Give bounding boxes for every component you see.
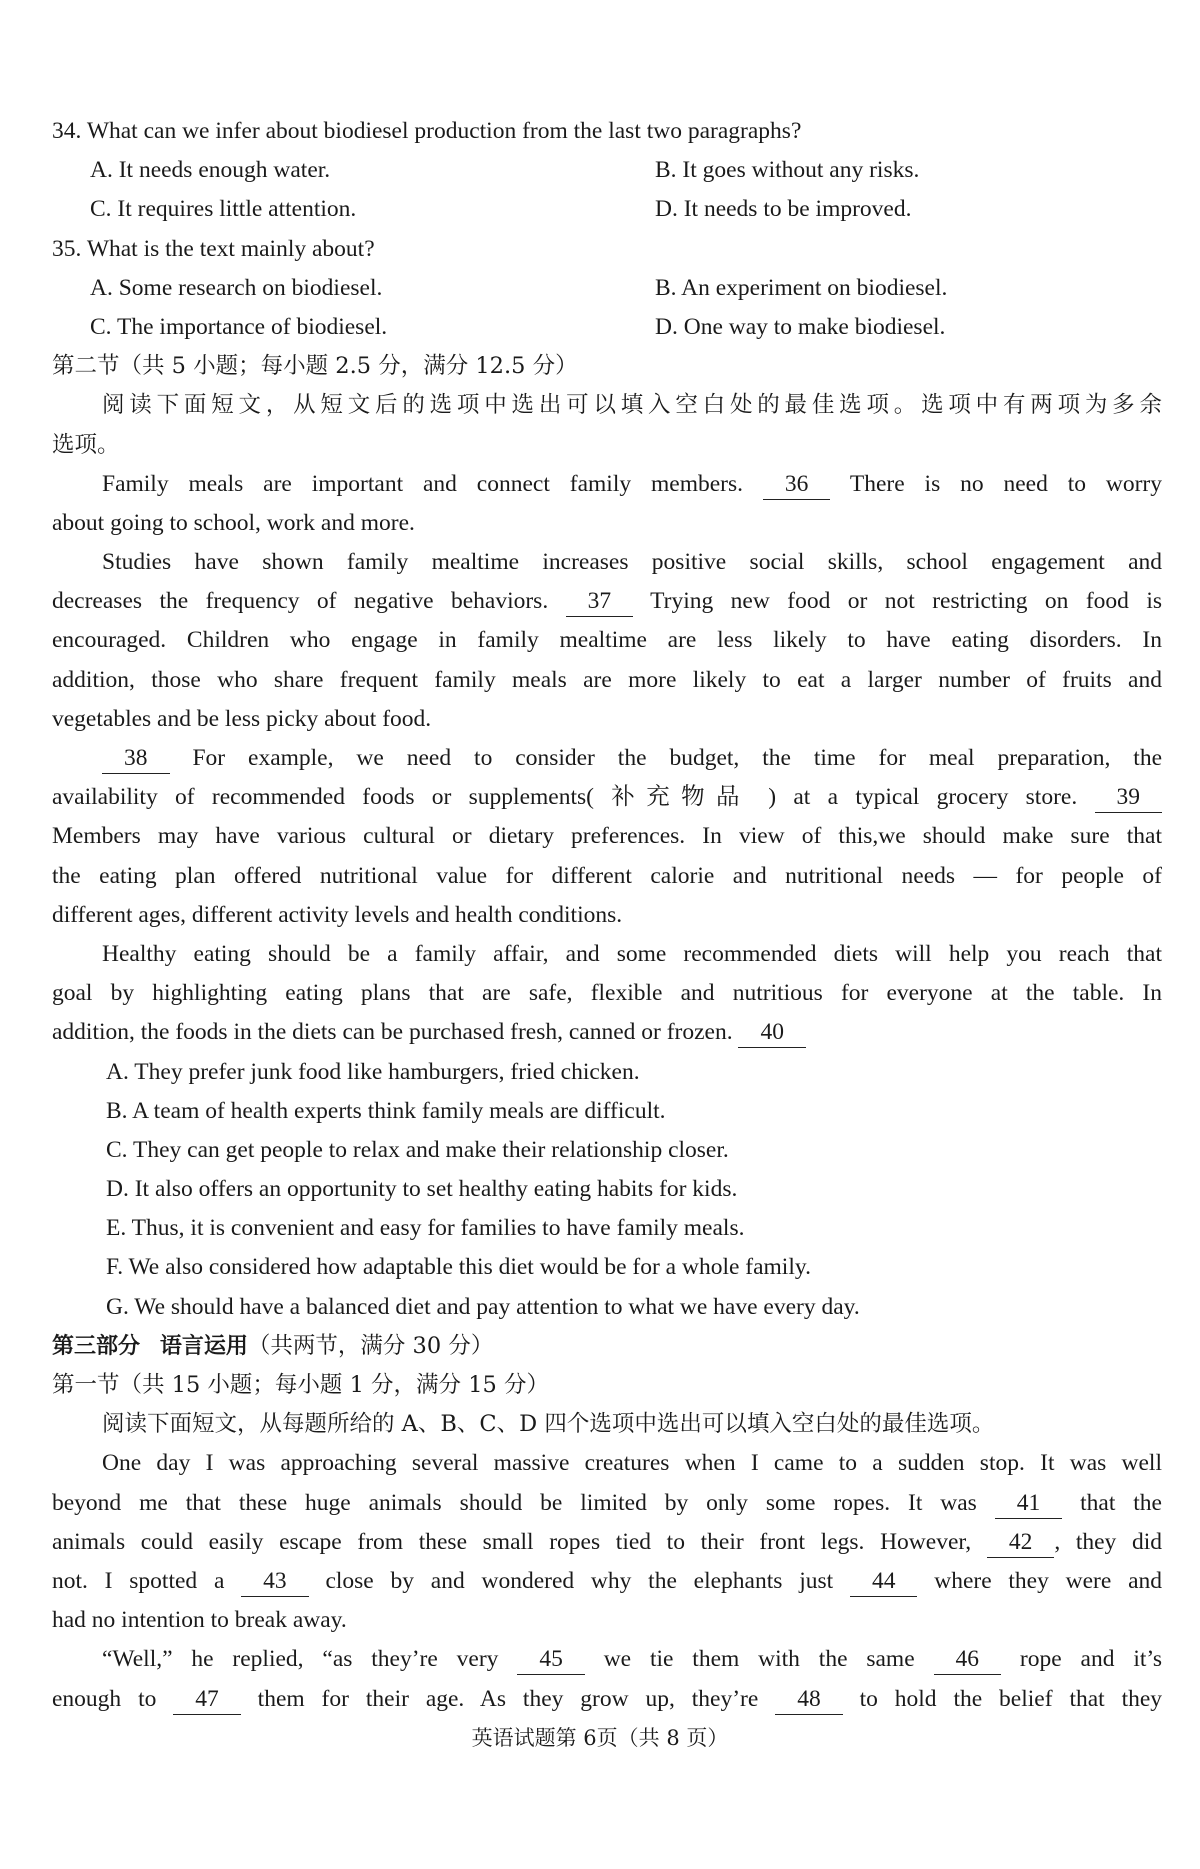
cloze-text: to hold the belief that they (859, 1685, 1163, 1712)
question-34-option-b: B. It goes without any risks. (655, 157, 920, 184)
part-3-section-1-heading: 第一节（共 15 小题；每小题 1 分，满分 15 分） (52, 1372, 549, 1398)
passage-p1-line-2: about going to school, work and more. (52, 509, 415, 536)
page-footer: 英语试题第 6页（共 8 页） (471, 1726, 729, 1750)
blank-41: 41 (995, 1488, 1063, 1519)
passage-p2-line-2 (52, 582, 1162, 621)
choice-d: D. It also offers an opportunity to set healthy eating habits for kids. (106, 1176, 738, 1203)
part-3-heading (52, 1327, 1162, 1366)
passage-p2-line-3: encouraged. Children who engage in family mealtime are less likely to have eating disorders. In (52, 627, 1162, 654)
blank-44: 44 (850, 1566, 918, 1597)
passage-text: Family meals are important and connect family members. (102, 470, 743, 497)
exam-page (52, 112, 1162, 1719)
blank-48: 48 (775, 1684, 843, 1715)
part-3-score-note: （共两节，满分 30 分） (247, 1332, 494, 1359)
cloze-text: animals could easily escape from these small ropes tied to their front legs. However, (52, 1528, 972, 1555)
part-3-title: 第三部分 (52, 1333, 141, 1359)
blank-45: 45 (517, 1644, 585, 1675)
passage-text: addition, the foods in the diets can be purchased fresh, canned or frozen. (52, 1019, 733, 1046)
cloze-text: beyond me that these huge animals should be limited by only some ropes. It was (52, 1489, 977, 1516)
cloze-text: that the (1080, 1489, 1162, 1516)
section-2-instruction-line-2: 选项。 (52, 431, 120, 458)
passage-text: For example, we need to consider the budget, the time for meal preparation, the (192, 745, 1163, 771)
cloze-line-1: One day I was approaching several massive creatures when I came to a sudden stop. It was well (102, 1450, 1162, 1477)
cloze-text: close by and wondered why the elephants just (325, 1567, 834, 1594)
passage-p2-line-4: addition, those who share frequent family meals are more likely to eat a larger number of fruits and (52, 666, 1162, 693)
choice-a: A. They prefer junk food like hamburgers, fried chicken. (106, 1058, 640, 1085)
blank-39: 39 (1095, 782, 1163, 813)
question-35-option-c: C. The importance of biodiesel. (90, 313, 388, 340)
passage-p4-line-3 (52, 1013, 1162, 1052)
passage-text: There is no need to worry (849, 470, 1163, 497)
question-34-options-row-2 (52, 190, 1162, 229)
blank-38: 38 (102, 743, 170, 774)
question-34-option-a: A. It needs enough water. (90, 157, 331, 184)
cloze-line-4 (52, 1562, 1162, 1601)
blank-47: 47 (173, 1684, 241, 1715)
question-34-option-c: C. It requires little attention. (90, 196, 357, 223)
choice-c: C. They can get people to relax and make their relationship closer. (106, 1136, 729, 1163)
cloze-text: where they were and (934, 1567, 1163, 1594)
question-35-option-b: B. An experiment on biodiesel. (655, 274, 948, 301)
question-35-option-a: A. Some research on biodiesel. (90, 274, 383, 301)
blank-46: 46 (934, 1644, 1002, 1675)
cloze-line-3 (52, 1523, 1162, 1562)
cloze-text: , they did (1054, 1528, 1162, 1555)
blank-36: 36 (763, 469, 831, 500)
question-35-stem: 35. What is the text mainly about? (52, 235, 375, 262)
question-34-option-d: D. It needs to be improved. (655, 196, 912, 223)
cloze-line-5: had no intention to break away. (52, 1607, 347, 1634)
passage-p1-line-1 (52, 465, 1162, 504)
question-34-stem: 34. What can we infer about biodiesel production from the last two paragraphs? (52, 118, 802, 144)
question-35-options-row-2 (52, 308, 1162, 347)
blank-43: 43 (241, 1566, 309, 1597)
cloze-text: we tie them with the same (603, 1646, 915, 1673)
passage-text: Trying new food or not restricting on food is (650, 588, 1162, 615)
blank-40: 40 (738, 1017, 806, 1048)
passage-p3-line-4: the eating plan offered nutritional value for different calorie and nutritional needs — for people of (52, 862, 1162, 889)
cloze-text: them for their age. As they grow up, they’re (257, 1685, 759, 1712)
choice-e: E. Thus, it is convenient and easy for families to have family meals. (106, 1215, 745, 1242)
passage-p4-line-2: goal by highlighting eating plans that are safe, flexible and nutritious for everyone at the table. In (52, 980, 1162, 1007)
cloze-text: not. I spotted a (52, 1567, 225, 1594)
section-2-heading: 第二节（共 5 小题；每小题 2.5 分，满分 12.5 分） (52, 353, 578, 380)
passage-p2-line-5: vegetables and be less picky about food. (52, 705, 432, 732)
passage-p3-line-3: Members may have various cultural or dietary preferences. In view of this,we should make sure that (52, 823, 1162, 850)
cloze-text: “Well,” he replied, “as they’re very (102, 1646, 499, 1673)
passage-p3-line-1 (52, 739, 1162, 778)
passage-p3-line-2 (52, 778, 1162, 817)
cloze-line-6 (52, 1640, 1162, 1679)
section-2-instruction-line-1: 阅读下面短文，从短文后的选项中选出可以填入空白处的最佳选项。选项中有两项为多余 (102, 392, 1162, 419)
passage-text: decreases the frequency of negative behaviors. (52, 588, 549, 615)
cloze-line-7 (52, 1680, 1162, 1719)
question-34-options-row-1 (52, 151, 1162, 190)
cloze-text: enough to (52, 1685, 157, 1712)
question-35-options-row-1 (52, 269, 1162, 308)
passage-p3-line-5: different ages, different activity levels and health conditions. (52, 901, 623, 928)
choice-b: B. A team of health experts think family meals are difficult. (106, 1097, 666, 1124)
part-3-subtitle: 语言运用 (159, 1333, 248, 1359)
choice-g: G. We should have a balanced diet and pay attention to what we have every day. (106, 1293, 860, 1320)
passage-p4-line-1: Healthy eating should be a family affair, and some recommended diets will help you reach that (102, 940, 1162, 967)
choice-f: F. We also considered how adaptable this diet would be for a whole family. (106, 1254, 811, 1281)
question-35-option-d: D. One way to make biodiesel. (655, 313, 946, 340)
blank-37: 37 (566, 586, 634, 617)
cloze-text: rope and it’s (1019, 1646, 1163, 1673)
passage-text: availability of recommended foods or supplements( 补充物品 ) at a typical grocery store. (52, 784, 1078, 811)
passage-p2-line-1: Studies have shown family mealtime increases positive social skills, school engagement and (102, 549, 1162, 576)
part-3-instruction: 阅读下面短文，从每题所给的 A、B、C、D 四个选项中选出可以填入空白处的最佳选项。 (102, 1411, 995, 1438)
blank-42: 42 (987, 1527, 1055, 1558)
cloze-line-2 (52, 1484, 1162, 1523)
